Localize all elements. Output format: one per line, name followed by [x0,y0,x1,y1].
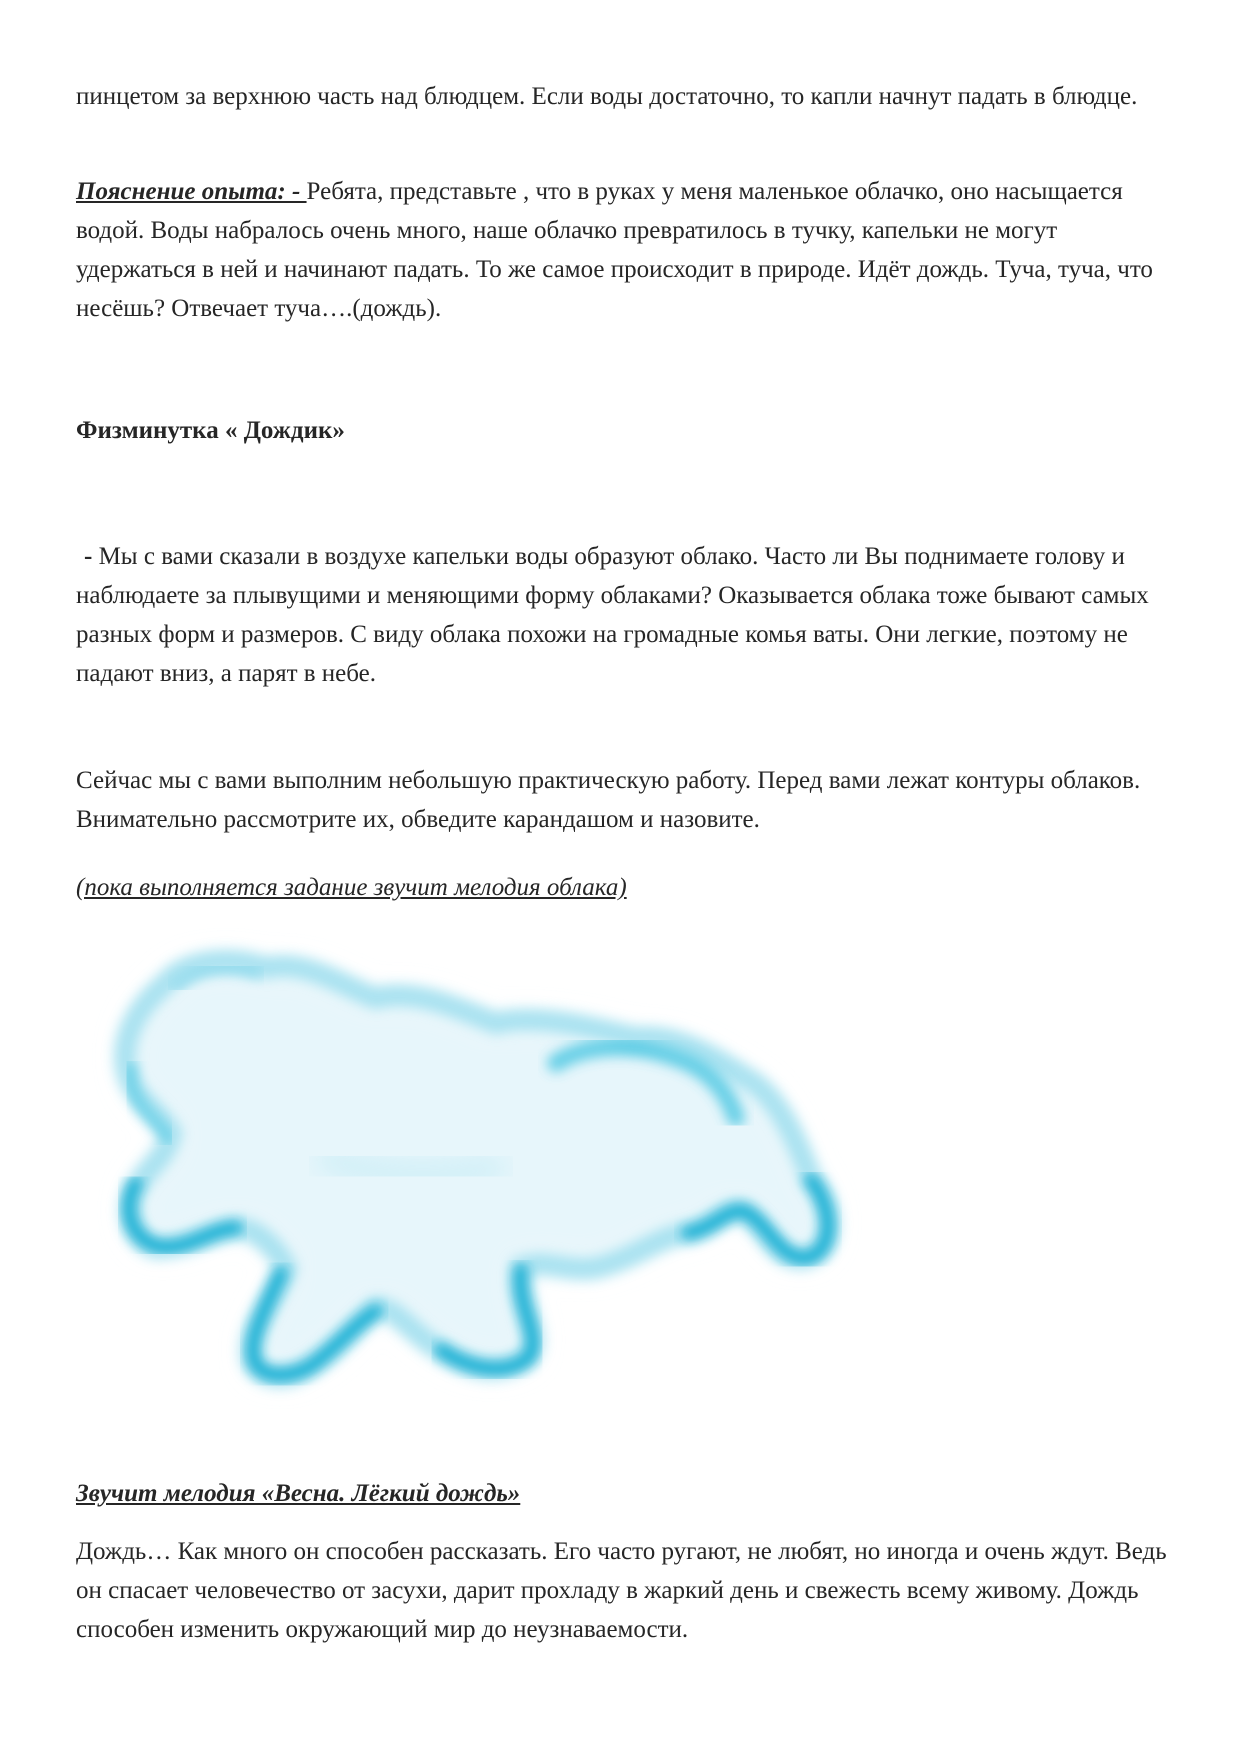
cloud-horse-illustration [76,928,866,1440]
explanation-label: Пояснение опыта: - [76,178,307,205]
melody-heading: Звучит мелодия «Весна. Лёгкий дождь» [76,1480,521,1507]
top-paragraph: пинцетом за верхнюю часть над блюдцем. Если воды достаточно, то капли начнут падать в блюдце. [76,83,1138,110]
task-note: (пока выполняется задание звучит мелодия облака) [76,874,627,901]
rain-paragraph: Дождь… Как много он способен рассказать. Его часто ругают, не любят, но иногда и очень ждут. Ведь он спасает человечество от засухи, дарит прохладу в жаркий день и свежесть всему живому. Дождь способен изменить окружающий мир до неузнаваемости. [76,1538,1167,1643]
clouds-text: Мы с вами сказали в воздухе капельки воды образуют облако. Часто ли Вы поднимаете голову и наблюдаете за плывущими и меняющими форму облаками? Оказывается облака тоже бывают самых разных форм и размеров. С виду облака похожи на громадные комья ваты. Они легкие, поэтому не падают вниз, а парят в небе. [76,543,1149,687]
explanation-text: Ребята, представьте , что в руках у меня маленькое облачко, оно насыщается водой. Воды набралось очень много, наше облачко превратилось в тучку, капельки не могут удержаться в ней и начинают падать. То же самое происходит в природе. Идёт дождь. Туча, туча, что несёшь? Отвечает туча….(дождь). [76,178,1153,322]
task-paragraph: Сейчас мы с вами выполним небольшую практическую работу. Перед вами лежат контуры облаков. Внимательно рассмотрите их, обведите карандашом и назовите. [76,767,1141,833]
watercolor-cloud-horse-icon [76,928,866,1440]
clouds-dash: - [84,543,99,570]
fizminutka-heading: Физминутка « Дождик» [76,417,345,444]
clouds-paragraph [76,537,1176,693]
explanation-paragraph [76,172,1176,328]
